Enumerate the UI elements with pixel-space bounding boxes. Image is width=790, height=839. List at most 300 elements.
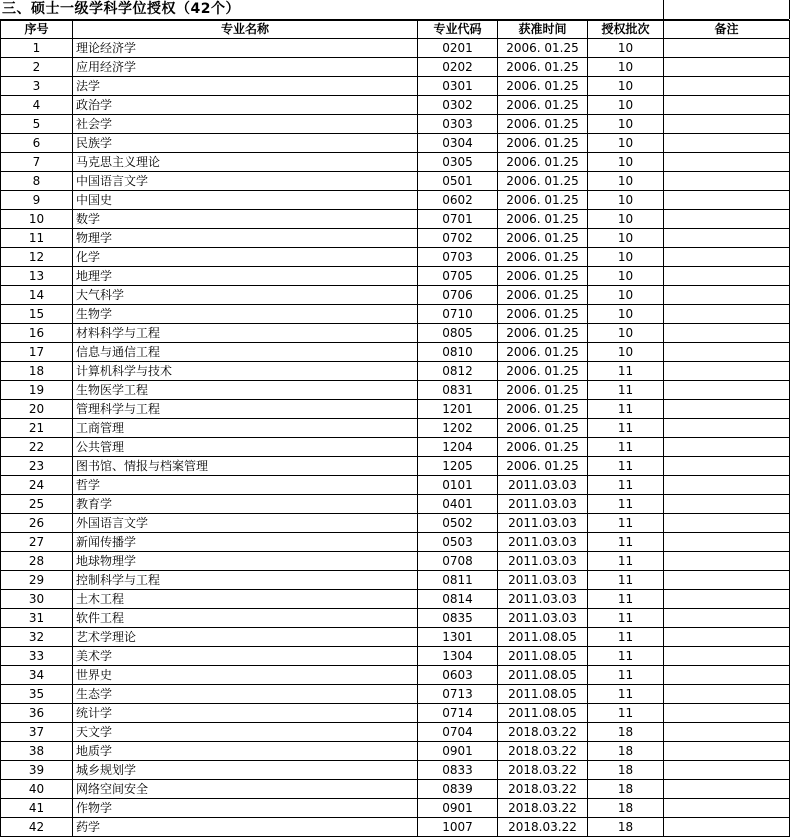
cell-name: 社会学: [73, 115, 418, 134]
cell-date: 2011.03.03: [498, 552, 588, 571]
cell-note: [664, 134, 790, 153]
table-row: [1, 115, 790, 134]
cell-date: 2006. 01.25: [498, 381, 588, 400]
cell-name: 生物学: [73, 305, 418, 324]
cell-date: 2006. 01.25: [498, 267, 588, 286]
cell-note: [664, 495, 790, 514]
cell-name: 作物学: [73, 799, 418, 818]
cell-code: 0701: [418, 210, 498, 229]
cell-batch: 11: [588, 362, 664, 381]
cell-date: 2006. 01.25: [498, 419, 588, 438]
cell-date: 2006. 01.25: [498, 96, 588, 115]
table-row: [1, 286, 790, 305]
cell-code: 0703: [418, 248, 498, 267]
cell-name: 马克思主义理论: [73, 153, 418, 172]
cell-note: [664, 647, 790, 666]
cell-note: [664, 77, 790, 96]
table-row: [1, 362, 790, 381]
cell-date: 2011.08.05: [498, 647, 588, 666]
table-row: [1, 780, 790, 799]
cell-code: 0710: [418, 305, 498, 324]
cell-code: 0501: [418, 172, 498, 191]
cell-seq: 9: [1, 191, 73, 210]
cell-date: 2011.03.03: [498, 571, 588, 590]
cell-note: [664, 96, 790, 115]
header-name: 专业名称: [73, 21, 418, 39]
cell-name: 美术学: [73, 647, 418, 666]
cell-date: 2006. 01.25: [498, 134, 588, 153]
table-row: [1, 723, 790, 742]
cell-batch: 11: [588, 476, 664, 495]
cell-name: 中国史: [73, 191, 418, 210]
cell-seq: 6: [1, 134, 73, 153]
cell-batch: 10: [588, 153, 664, 172]
cell-code: 0708: [418, 552, 498, 571]
cell-code: 0704: [418, 723, 498, 742]
table-row: [1, 552, 790, 571]
cell-code: 0201: [418, 39, 498, 58]
cell-date: 2006. 01.25: [498, 58, 588, 77]
cell-batch: 18: [588, 818, 664, 837]
cell-name: 政治学: [73, 96, 418, 115]
cell-name: 信息与通信工程: [73, 343, 418, 362]
cell-code: 0811: [418, 571, 498, 590]
cell-seq: 1: [1, 39, 73, 58]
cell-name: 统计学: [73, 704, 418, 723]
cell-seq: 39: [1, 761, 73, 780]
header-note: 备注: [664, 21, 790, 39]
cell-name: 中国语言文学: [73, 172, 418, 191]
cell-code: 0901: [418, 799, 498, 818]
table-row: [1, 476, 790, 495]
cell-name: 软件工程: [73, 609, 418, 628]
cell-date: 2018.03.22: [498, 799, 588, 818]
cell-note: [664, 742, 790, 761]
table-row: [1, 533, 790, 552]
table-row: [1, 343, 790, 362]
cell-seq: 28: [1, 552, 73, 571]
cell-date: 2011.03.03: [498, 533, 588, 552]
cell-seq: 32: [1, 628, 73, 647]
cell-note: [664, 324, 790, 343]
title-empty-cell: [663, 0, 790, 19]
cell-batch: 10: [588, 115, 664, 134]
cell-code: 0302: [418, 96, 498, 115]
cell-code: 0503: [418, 533, 498, 552]
cell-batch: 11: [588, 552, 664, 571]
cell-code: 0502: [418, 514, 498, 533]
cell-batch: 10: [588, 172, 664, 191]
cell-date: 2011.03.03: [498, 495, 588, 514]
table-row: [1, 191, 790, 210]
cell-seq: 26: [1, 514, 73, 533]
cell-note: [664, 172, 790, 191]
cell-code: 0202: [418, 58, 498, 77]
cell-seq: 3: [1, 77, 73, 96]
cell-name: 艺术学理论: [73, 628, 418, 647]
cell-code: 0305: [418, 153, 498, 172]
cell-batch: 18: [588, 723, 664, 742]
table-row: [1, 419, 790, 438]
cell-date: 2006. 01.25: [498, 248, 588, 267]
cell-note: [664, 457, 790, 476]
cell-seq: 16: [1, 324, 73, 343]
cell-batch: 10: [588, 58, 664, 77]
cell-seq: 13: [1, 267, 73, 286]
cell-date: 2011.08.05: [498, 704, 588, 723]
cell-batch: 10: [588, 229, 664, 248]
cell-name: 理论经济学: [73, 39, 418, 58]
cell-name: 世界史: [73, 666, 418, 685]
cell-name: 应用经济学: [73, 58, 418, 77]
cell-code: 0603: [418, 666, 498, 685]
cell-date: 2018.03.22: [498, 742, 588, 761]
cell-code: 1201: [418, 400, 498, 419]
cell-note: [664, 799, 790, 818]
cell-seq: 35: [1, 685, 73, 704]
table-row: [1, 495, 790, 514]
table-row: [1, 229, 790, 248]
cell-seq: 27: [1, 533, 73, 552]
cell-note: [664, 115, 790, 134]
cell-name: 控制科学与工程: [73, 571, 418, 590]
cell-note: [664, 476, 790, 495]
table-row: [1, 647, 790, 666]
cell-batch: 18: [588, 799, 664, 818]
cell-batch: 10: [588, 96, 664, 115]
cell-seq: 11: [1, 229, 73, 248]
table-row: [1, 305, 790, 324]
cell-date: 2018.03.22: [498, 723, 588, 742]
table-header-row: [1, 21, 790, 39]
cell-date: 2011.08.05: [498, 628, 588, 647]
cell-seq: 21: [1, 419, 73, 438]
cell-code: 0901: [418, 742, 498, 761]
cell-name: 外国语言文学: [73, 514, 418, 533]
table-row: [1, 153, 790, 172]
cell-code: 0101: [418, 476, 498, 495]
cell-name: 教育学: [73, 495, 418, 514]
cell-name: 地球物理学: [73, 552, 418, 571]
cell-note: [664, 400, 790, 419]
cell-batch: 11: [588, 609, 664, 628]
title-row: [0, 0, 789, 20]
table-row: [1, 134, 790, 153]
table-row: [1, 742, 790, 761]
cell-date: 2011.03.03: [498, 609, 588, 628]
table-row: [1, 628, 790, 647]
cell-seq: 7: [1, 153, 73, 172]
cell-name: 生物医学工程: [73, 381, 418, 400]
table-row: [1, 457, 790, 476]
table-row: [1, 267, 790, 286]
table-row: [1, 666, 790, 685]
cell-name: 哲学: [73, 476, 418, 495]
cell-date: 2006. 01.25: [498, 400, 588, 419]
table-row: [1, 438, 790, 457]
cell-code: 0833: [418, 761, 498, 780]
cell-code: 0839: [418, 780, 498, 799]
cell-seq: 15: [1, 305, 73, 324]
table-row: [1, 172, 790, 191]
table-row: [1, 590, 790, 609]
cell-batch: 10: [588, 77, 664, 96]
cell-name: 新闻传播学: [73, 533, 418, 552]
cell-batch: 11: [588, 400, 664, 419]
cell-seq: 34: [1, 666, 73, 685]
cell-batch: 11: [588, 704, 664, 723]
cell-date: 2018.03.22: [498, 761, 588, 780]
cell-date: 2006. 01.25: [498, 115, 588, 134]
cell-name: 公共管理: [73, 438, 418, 457]
cell-batch: 10: [588, 267, 664, 286]
cell-name: 数学: [73, 210, 418, 229]
cell-seq: 36: [1, 704, 73, 723]
cell-seq: 23: [1, 457, 73, 476]
cell-seq: 30: [1, 590, 73, 609]
cell-batch: 11: [588, 590, 664, 609]
cell-code: 0303: [418, 115, 498, 134]
cell-name: 计算机科学与技术: [73, 362, 418, 381]
table-row: [1, 96, 790, 115]
cell-note: [664, 210, 790, 229]
table-row: [1, 248, 790, 267]
cell-date: 2006. 01.25: [498, 229, 588, 248]
cell-seq: 31: [1, 609, 73, 628]
cell-note: [664, 438, 790, 457]
cell-seq: 18: [1, 362, 73, 381]
cell-note: [664, 362, 790, 381]
cell-date: 2006. 01.25: [498, 172, 588, 191]
cell-batch: 18: [588, 742, 664, 761]
cell-seq: 19: [1, 381, 73, 400]
cell-batch: 10: [588, 191, 664, 210]
cell-seq: 14: [1, 286, 73, 305]
cell-note: [664, 723, 790, 742]
cell-name: 材料科学与工程: [73, 324, 418, 343]
sheet-title: 三、硕士一级学科学位授权（42个）: [2, 1, 240, 17]
cell-note: [664, 191, 790, 210]
table-row: [1, 609, 790, 628]
table-row: [1, 77, 790, 96]
cell-name: 物理学: [73, 229, 418, 248]
cell-seq: 33: [1, 647, 73, 666]
table-row: [1, 799, 790, 818]
cell-seq: 42: [1, 818, 73, 837]
cell-note: [664, 343, 790, 362]
cell-batch: 11: [588, 571, 664, 590]
cell-name: 化学: [73, 248, 418, 267]
cell-note: [664, 248, 790, 267]
cell-name: 地理学: [73, 267, 418, 286]
cell-name: 图书馆、情报与档案管理: [73, 457, 418, 476]
cell-code: 1301: [418, 628, 498, 647]
cell-batch: 11: [588, 685, 664, 704]
cell-date: 2006. 01.25: [498, 457, 588, 476]
cell-seq: 2: [1, 58, 73, 77]
cell-code: 1205: [418, 457, 498, 476]
cell-code: 1202: [418, 419, 498, 438]
cell-code: 0301: [418, 77, 498, 96]
cell-code: 0713: [418, 685, 498, 704]
header-batch: 授权批次: [588, 21, 664, 39]
table-row: [1, 514, 790, 533]
cell-seq: 24: [1, 476, 73, 495]
cell-note: [664, 58, 790, 77]
cell-batch: 11: [588, 457, 664, 476]
cell-name: 民族学: [73, 134, 418, 153]
cell-batch: 11: [588, 514, 664, 533]
cell-seq: 5: [1, 115, 73, 134]
table-row: [1, 324, 790, 343]
cell-seq: 4: [1, 96, 73, 115]
cell-batch: 10: [588, 305, 664, 324]
table-row: [1, 761, 790, 780]
header-code: 专业代码: [418, 21, 498, 39]
cell-note: [664, 381, 790, 400]
cell-code: 0702: [418, 229, 498, 248]
cell-seq: 8: [1, 172, 73, 191]
table-row: [1, 685, 790, 704]
cell-batch: 11: [588, 381, 664, 400]
cell-batch: 10: [588, 210, 664, 229]
cell-batch: 10: [588, 286, 664, 305]
cell-seq: 20: [1, 400, 73, 419]
cell-note: [664, 628, 790, 647]
cell-code: 0835: [418, 609, 498, 628]
cell-name: 大气科学: [73, 286, 418, 305]
table-row: [1, 210, 790, 229]
cell-code: 0304: [418, 134, 498, 153]
cell-seq: 38: [1, 742, 73, 761]
cell-note: [664, 153, 790, 172]
cell-batch: 11: [588, 647, 664, 666]
cell-note: [664, 514, 790, 533]
cell-code: 0805: [418, 324, 498, 343]
cell-note: [664, 590, 790, 609]
cell-code: 0714: [418, 704, 498, 723]
cell-note: [664, 685, 790, 704]
cell-code: 0602: [418, 191, 498, 210]
cell-date: 2006. 01.25: [498, 210, 588, 229]
cell-code: 1007: [418, 818, 498, 837]
cell-note: [664, 761, 790, 780]
cell-name: 药学: [73, 818, 418, 837]
cell-code: 0705: [418, 267, 498, 286]
cell-code: 1204: [418, 438, 498, 457]
cell-code: 0810: [418, 343, 498, 362]
cell-batch: 11: [588, 533, 664, 552]
cell-date: 2006. 01.25: [498, 153, 588, 172]
cell-name: 土木工程: [73, 590, 418, 609]
table-row: [1, 704, 790, 723]
cell-note: [664, 780, 790, 799]
table-row: [1, 400, 790, 419]
cell-batch: 11: [588, 495, 664, 514]
cell-batch: 10: [588, 39, 664, 58]
table-row: [1, 58, 790, 77]
cell-date: 2018.03.22: [498, 780, 588, 799]
cell-name: 网络空间安全: [73, 780, 418, 799]
cell-seq: 41: [1, 799, 73, 818]
cell-name: 法学: [73, 77, 418, 96]
cell-batch: 10: [588, 248, 664, 267]
cell-seq: 29: [1, 571, 73, 590]
cell-name: 生态学: [73, 685, 418, 704]
cell-batch: 18: [588, 780, 664, 799]
cell-note: [664, 39, 790, 58]
cell-code: 0831: [418, 381, 498, 400]
cell-seq: 40: [1, 780, 73, 799]
table-row: [1, 818, 790, 837]
cell-date: 2006. 01.25: [498, 438, 588, 457]
cell-code: 0814: [418, 590, 498, 609]
cell-name: 地质学: [73, 742, 418, 761]
cell-note: [664, 818, 790, 837]
header-seq: 序号: [1, 21, 73, 39]
cell-code: 1304: [418, 647, 498, 666]
cell-seq: 25: [1, 495, 73, 514]
cell-date: 2006. 01.25: [498, 362, 588, 381]
cell-date: 2006. 01.25: [498, 286, 588, 305]
cell-code: 0706: [418, 286, 498, 305]
cell-date: 2018.03.22: [498, 818, 588, 837]
cell-name: 管理科学与工程: [73, 400, 418, 419]
cell-date: 2011.08.05: [498, 666, 588, 685]
degree-authorization-table: [0, 20, 790, 837]
cell-seq: 10: [1, 210, 73, 229]
cell-batch: 10: [588, 134, 664, 153]
cell-seq: 12: [1, 248, 73, 267]
cell-seq: 37: [1, 723, 73, 742]
cell-date: 2006. 01.25: [498, 305, 588, 324]
cell-note: [664, 419, 790, 438]
cell-date: 2006. 01.25: [498, 39, 588, 58]
cell-note: [664, 305, 790, 324]
cell-date: 2006. 01.25: [498, 77, 588, 96]
cell-batch: 10: [588, 324, 664, 343]
header-date: 获准时间: [498, 21, 588, 39]
cell-name: 天文学: [73, 723, 418, 742]
cell-seq: 17: [1, 343, 73, 362]
table-row: [1, 571, 790, 590]
table-row: [1, 39, 790, 58]
cell-note: [664, 533, 790, 552]
cell-batch: 11: [588, 666, 664, 685]
cell-note: [664, 267, 790, 286]
cell-note: [664, 609, 790, 628]
cell-note: [664, 286, 790, 305]
cell-date: 2011.08.05: [498, 685, 588, 704]
cell-note: [664, 666, 790, 685]
cell-date: 2011.03.03: [498, 476, 588, 495]
cell-seq: 22: [1, 438, 73, 457]
cell-date: 2006. 01.25: [498, 324, 588, 343]
cell-batch: 11: [588, 438, 664, 457]
cell-date: 2011.03.03: [498, 590, 588, 609]
cell-date: 2006. 01.25: [498, 343, 588, 362]
cell-code: 0812: [418, 362, 498, 381]
cell-batch: 11: [588, 419, 664, 438]
cell-code: 0401: [418, 495, 498, 514]
cell-batch: 18: [588, 761, 664, 780]
cell-note: [664, 229, 790, 248]
cell-batch: 11: [588, 628, 664, 647]
cell-date: 2006. 01.25: [498, 191, 588, 210]
cell-note: [664, 704, 790, 723]
cell-date: 2011.03.03: [498, 514, 588, 533]
table-row: [1, 381, 790, 400]
